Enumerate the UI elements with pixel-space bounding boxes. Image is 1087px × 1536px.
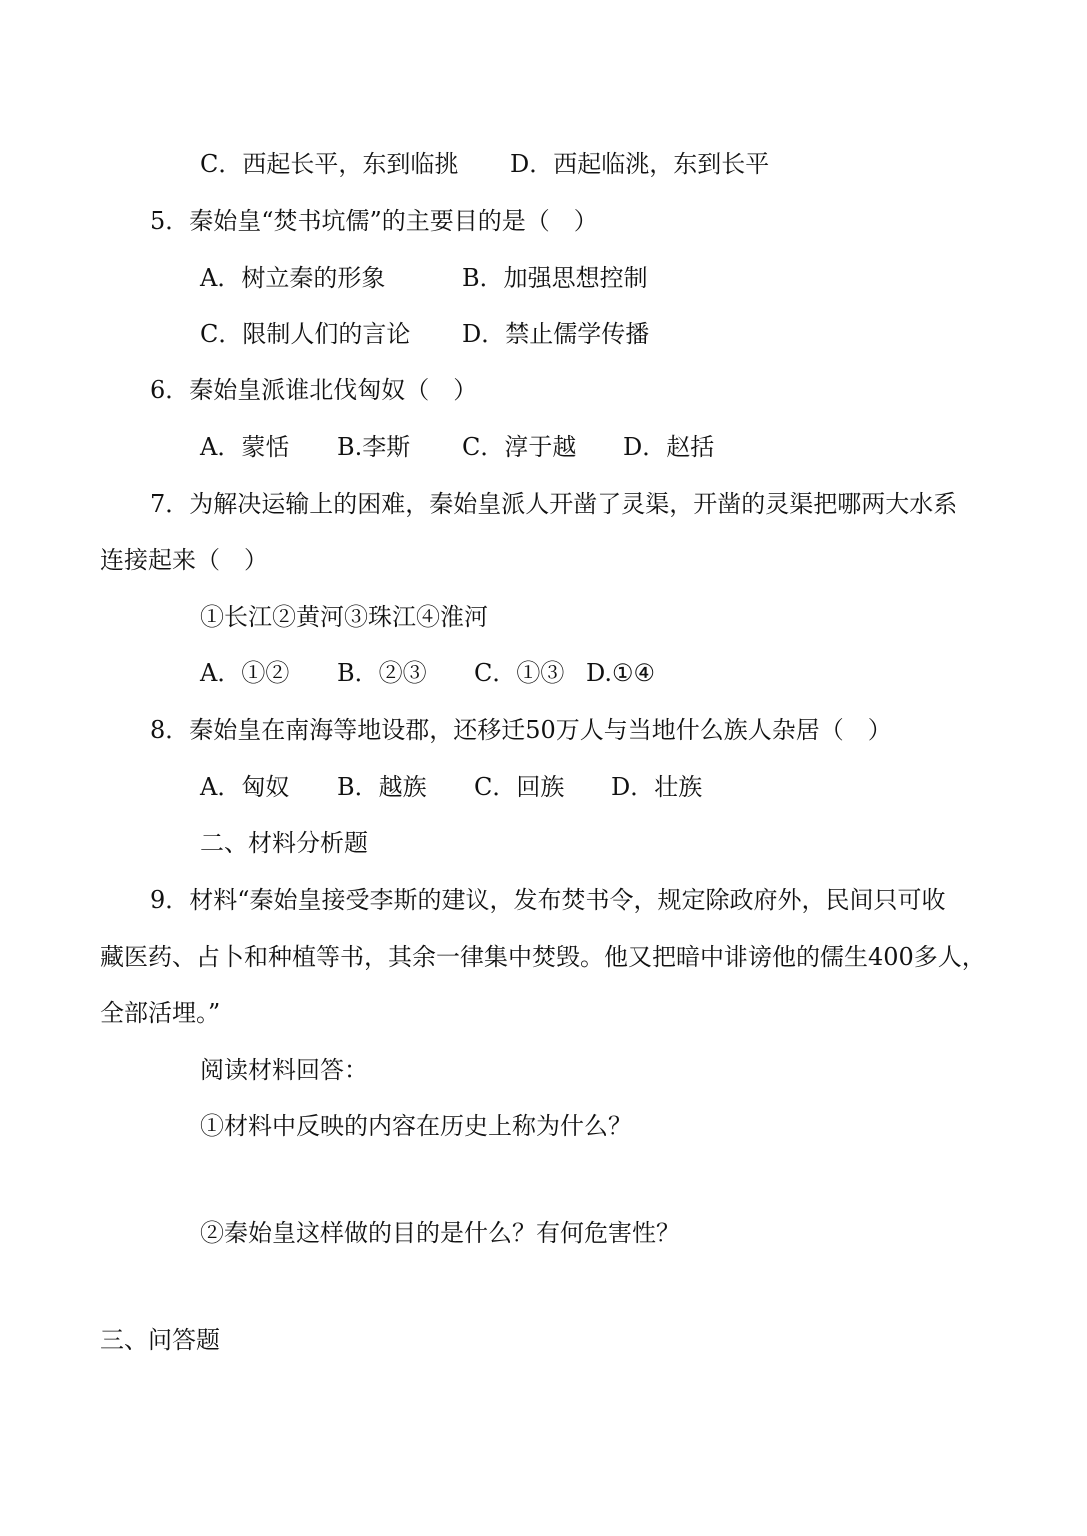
q5-stem: 5．秦始皇“焚书坑儒”的主要目的是（ ） (150, 207, 598, 235)
q6-option-b: B.李斯 (337, 433, 411, 461)
q7-items: ①长江②黄河③珠江④淮河 (200, 603, 488, 631)
q5-options-ab (200, 262, 648, 294)
q6-option-c: C．淳于越 (462, 433, 577, 461)
q5-option-c: C．限制人们的言论 (200, 320, 411, 348)
q5-option-a: A．树立秦的形象 (200, 264, 386, 292)
q9-subquestion-1: ①材料中反映的内容在历史上称为什么？ (200, 1112, 632, 1140)
q9-material-line1: 9．材料“秦始皇接受李斯的建议，发布焚书令，规定除政府外，民间只可收 (150, 886, 946, 914)
q9-subquestion-2: ②秦始皇这样做的目的是什么？有何危害性？ (200, 1219, 680, 1247)
q7-stem-line1: 7．为解决运输上的困难，秦始皇派人开凿了灵渠，开凿的灵渠把哪两大水系 (150, 490, 958, 518)
q5-option-d: D．禁止儒学传播 (462, 320, 650, 348)
q6-option-a: A．蒙恬 (200, 433, 290, 461)
q9-material-line3: 全部活埋。” (100, 999, 221, 1027)
q8-option-c: C．回族 (474, 773, 565, 801)
q7-stem-line2: 连接起来（ ） (100, 546, 268, 574)
q9-prompt: 阅读材料回答： (200, 1056, 368, 1084)
q8-option-d: D．壮族 (611, 773, 703, 801)
q9-material-line2: 藏医药、占卜和种植等书，其余一律集中焚毁。他又把暗中诽谤他的儒生400多人， (100, 943, 986, 971)
q6-option-d: D．赵括 (623, 433, 715, 461)
q7-option-c: C．①③ (474, 659, 565, 687)
q5-options-cd (200, 318, 649, 350)
q8-option-b: B．越族 (337, 773, 427, 801)
q4-option-d: D．西起临洮，东到长平 (510, 150, 770, 178)
q4-option-c: C．西起长平，东到临挑 (200, 150, 459, 178)
q6-options (200, 431, 714, 463)
q7-option-b: B．②③ (337, 659, 427, 687)
q7-option-d: D.①④ (586, 659, 656, 687)
section-2-title: 二、材料分析题 (200, 829, 368, 857)
q8-option-a: A．匈奴 (200, 773, 290, 801)
q4-options-cd (200, 148, 769, 180)
section-3-title: 三、问答题 (100, 1326, 220, 1354)
q6-stem: 6．秦始皇派谁北伐匈奴（ ） (150, 376, 478, 404)
q7-option-a: A．①② (200, 659, 290, 687)
q7-options (200, 657, 655, 689)
q8-stem: 8．秦始皇在南海等地设郡，还移迁50万人与当地什么族人杂居（ ） (150, 716, 892, 744)
q8-options (200, 771, 702, 803)
q5-option-b: B．加强思想控制 (462, 264, 648, 292)
